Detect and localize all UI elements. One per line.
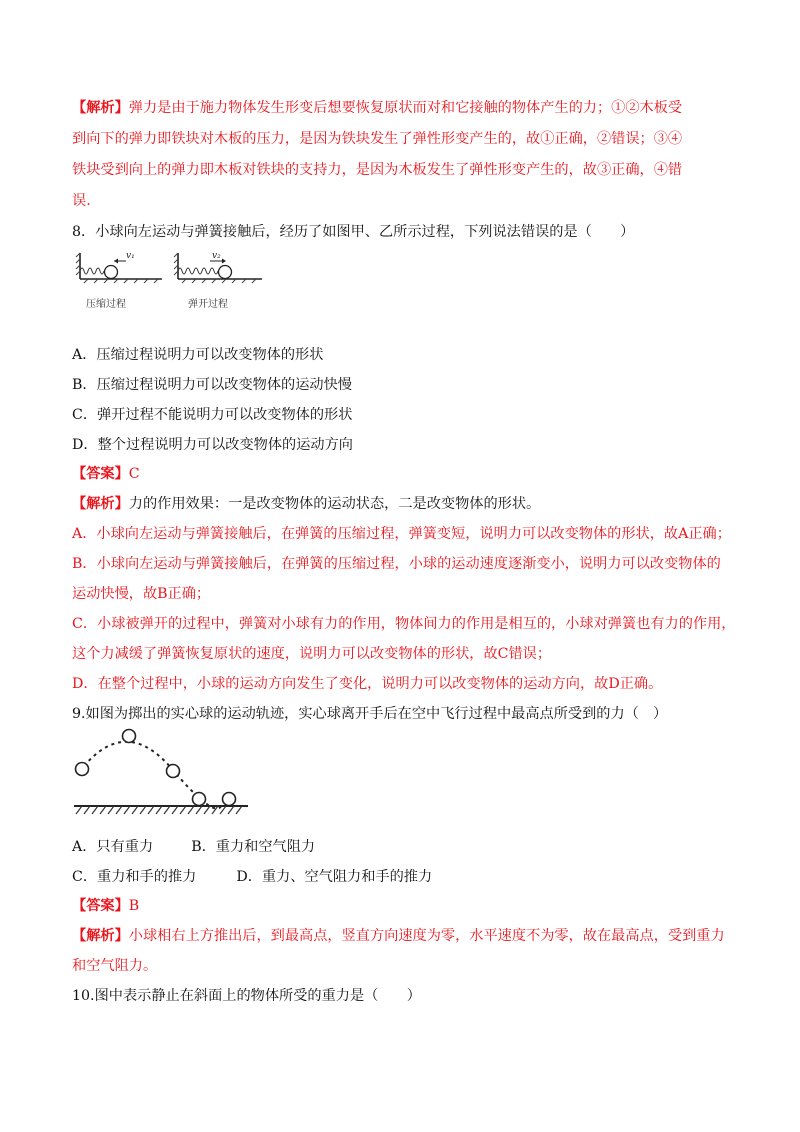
q8-analysis-c2: 这个力减缓了弹簧恢复原状的速度，说明力可以改变物体的形状，故C错误； (72, 646, 552, 662)
q9-options-row1 (72, 837, 740, 857)
caption-compress: 压缩过程 (86, 299, 126, 310)
q8-option-b: B．压缩过程说明力可以改变物体的运动快慢 (72, 377, 352, 393)
q9-option-b: B．重力和空气阻力 (191, 839, 316, 855)
q8-spring-figure (70, 247, 270, 315)
q9-option-d: D．重力、空气阻力和手的推力 (236, 869, 433, 885)
v2-label: v₂ (212, 251, 221, 261)
analysis7-line-2: 到向下的弹力即铁块对木板的压力，是因为铁块发生了弹性形变产生的，故①正确，②错误；③④ (72, 131, 683, 147)
analysis7-line-4: 误. (72, 193, 91, 209)
analysis7-line-3: 铁块受到向上的弹力即木板对铁块的支持力，是因为木板发生了弹性形变产生的，故③正确，④错 (72, 162, 683, 178)
q9-options-row2 (72, 867, 740, 887)
q8-stem: 8．小球向左运动与弹簧接触后，经历了如图甲、乙所示过程，下列说法错误的是（ ） (72, 224, 635, 240)
q10-stem: 10.图中表示静止在斜面上的物体所受的重力是（ ） (72, 988, 421, 1004)
ball-top (123, 730, 136, 743)
q8-analysis-c: C．小球被弹开的过程中，弹簧对小球有力的作用，物体间力的作用是相互的，小球对弹簧也有力的作用， (72, 616, 736, 632)
q9-analysis-1: 【解析】小球相右上方推出后，到最高点，竖直方向速度为零，水平速度不为零，故在最高点，受到重力 (72, 928, 725, 944)
q9-answer: 【答案】B (72, 898, 140, 914)
ball-falling (167, 765, 180, 778)
q8-option-c: C．弹开过程不能说明力可以改变物体的形状 (72, 407, 353, 423)
v1-label: v₁ (126, 251, 135, 261)
q8-analysis-d: D．在整个过程中，小球的运动方向发生了变化，说明力可以改变物体的运动方向，故D正确。 (72, 676, 663, 692)
ground-hatching (76, 806, 242, 814)
spring-compress-diagram (76, 251, 162, 310)
q8-analysis-b: B．小球向左运动与弹簧接触后，在弹簧的压缩过程，小球的运动速度逐渐变小，说明力可以改变物体的 (72, 556, 721, 572)
q9-analysis-2: 和空气阻力。 (72, 958, 158, 974)
q8-analysis-b2: 运动快慢，故B正确； (72, 586, 211, 602)
q9-option-c: C．重力和手的推力 (72, 869, 197, 885)
q8-option-d: D．整个过程说明力可以改变物体的运动方向 (72, 437, 353, 453)
q9-option-a: A．只有重力 (72, 839, 154, 855)
q8-analysis-a: A．小球向左运动与弹簧接触后，在弹簧的压缩过程，弹簧变短，说明力可以改变物体的形状，故A正确； (72, 526, 731, 542)
q8-answer: 【答案】C (72, 466, 140, 482)
q9-trajectory-figure (72, 724, 252, 818)
caption-release: 弹开过程 (188, 299, 228, 310)
q9-stem: 9.如图为掷出的实心球的运动轨迹，实心球离开手后在空中飞行过程中最高点所受到的力（ ） (72, 706, 668, 722)
q8-analysis-head: 【解析】力的作用效果：一是改变物体的运动状态，二是改变物体的形状。 (72, 496, 541, 512)
analysis7-line-1: 【解析】弹力是由于施力物体发生形变后想要恢复原状而对和它接触的物体产生的力；①②木板受 (72, 100, 683, 116)
spring-release-diagram (174, 251, 262, 310)
q8-option-a: A．压缩过程说明力可以改变物体的形状 (72, 347, 324, 363)
ball-bounce (193, 793, 206, 806)
ball-start (76, 763, 89, 776)
analysis-label: 【解析】 (72, 100, 129, 116)
ball-end (223, 793, 236, 806)
